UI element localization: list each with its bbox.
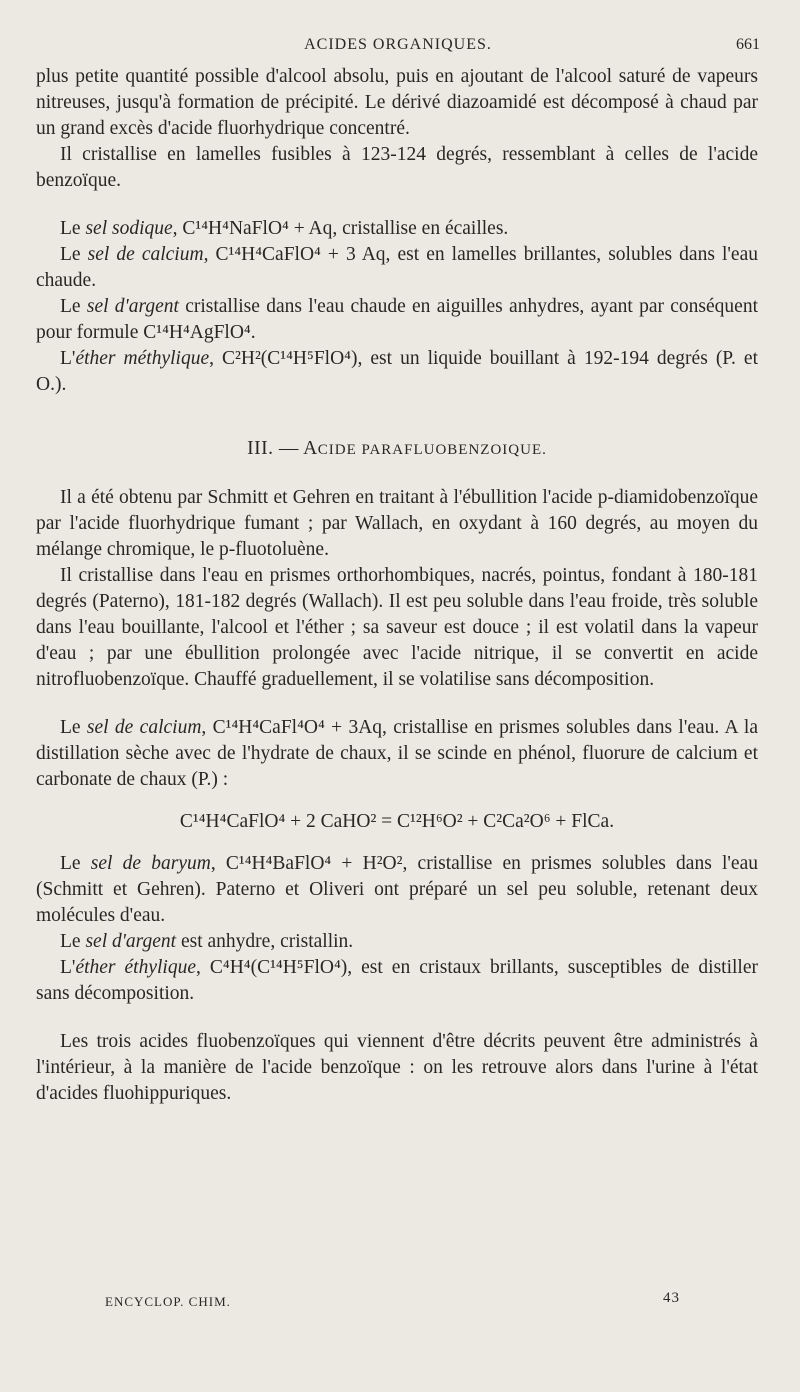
running-title: ACIDES ORGANIQUES. (304, 36, 492, 53)
paragraph: plus petite quantité possible d'alcool absolu, puis en ajoutant de l'alcool saturé de vapeurs nitreuses, jusqu'à formation de précipité. Le dérivé diazoamidé est décomposé à chaud par un grand excès d'acide fluorhydrique concentré. (36, 66, 758, 139)
paragraph-sel-argent: Le sel d'argent cristallise dans l'eau chaude en aiguilles anhydres, ayant par conséquent pour formule C¹⁴H⁴AgFlO⁴. (36, 296, 758, 343)
paragraph: Il cristallise en lamelles fusibles à 123-124 degrés, ressemblant à celles de l'acide benzoïque. (36, 144, 758, 191)
paragraph: Il cristallise dans l'eau en prismes orthorhombiques, nacrés, pointus, fondant à 180-181 degrés (Paterno), 181-182 degrés (Wallach). Il est peu soluble dans l'eau froide, très soluble dans l'eau bouillante, l'alcool et l'éther ; sa saveur est douce ; il est volatil dans la vapeur d'eau ; par une ébullition prolongée avec l'acide nitrique, il se convertit en acide nitrofluobenzoïque. Chauffé graduellement, il se volatilise sans décomposition. (36, 565, 758, 690)
section-heading: III. — ACIDE PARAFLUOBENZOIQUE. (247, 438, 547, 459)
page-number: 661 (736, 36, 760, 53)
paragraph: Il a été obtenu par Schmitt et Gehren en traitant à l'ébullition l'acide p-diamidobenzoïque par l'acide fluorhydrique fumant ; par Wallach, en oxydant à 160 degrés, au moyen du mélange chromique, le p-fluotoluène. (36, 487, 758, 560)
paragraph-sel-baryum: Le sel de baryum, C¹⁴H⁴BaFlO⁴ + H²O², cristallise en prismes solubles dans l'eau (Schmitt et Gehren). Paterno et Oliveri ont préparé un sel peu soluble, retenant deux molécules d'eau. (36, 853, 758, 926)
paragraph: Les trois acides fluobenzoïques qui viennent d'être décrits peuvent être administrés à l'intérieur, à la manière de l'acide benzoïque : on les retrouve alors dans l'urine à l'état d'acides fluohippuriques. (36, 1031, 758, 1104)
paragraph-sel-argent: Le sel d'argent est anhydre, cristallin. (60, 931, 354, 952)
paragraph-sel-calcium: Le sel de calcium, C¹⁴H⁴CaFl⁴O⁴ + 3Aq, cristallise en prismes solubles dans l'eau. A la distillation sèche avec de l'hydrate de chaux, il se scinde en phénol, fluorure de calcium et carbonate de chaux (P.) : (36, 717, 758, 790)
running-header (36, 36, 760, 66)
paragraph-ether-methylique: L'éther méthylique, C²H²(C¹⁴H⁵FlO⁴), est un liquide bouillant à 192-194 degrés (P. et O.). (36, 348, 758, 395)
body-text (36, 64, 758, 1107)
paragraph-sel-sodique: Le sel sodique, C¹⁴H⁴NaFlO⁴ + Aq, cristallise en écailles. (60, 218, 509, 239)
chemical-equation: C¹⁴H⁴CaFlO⁴ + 2 CaHO² = C¹²H⁶O² + C²Ca²O⁶ + FlCa. (179, 811, 615, 832)
footer-signature-label: ENCYCLOP. CHIM. (105, 1294, 231, 1309)
paragraph-sel-calcium: Le sel de calcium, C¹⁴H⁴CaFlO⁴ + 3 Aq, est en lamelles brillantes, solubles dans l'eau chaude. (36, 244, 758, 291)
footer-signature-number: 43 (663, 1290, 680, 1306)
page-footer (105, 1290, 680, 1318)
paragraph-ether-ethylique: L'éther éthylique, C⁴H⁴(C¹⁴H⁵FlO⁴), est en cristaux brillants, susceptibles de distiller sans décomposition. (36, 957, 759, 1004)
